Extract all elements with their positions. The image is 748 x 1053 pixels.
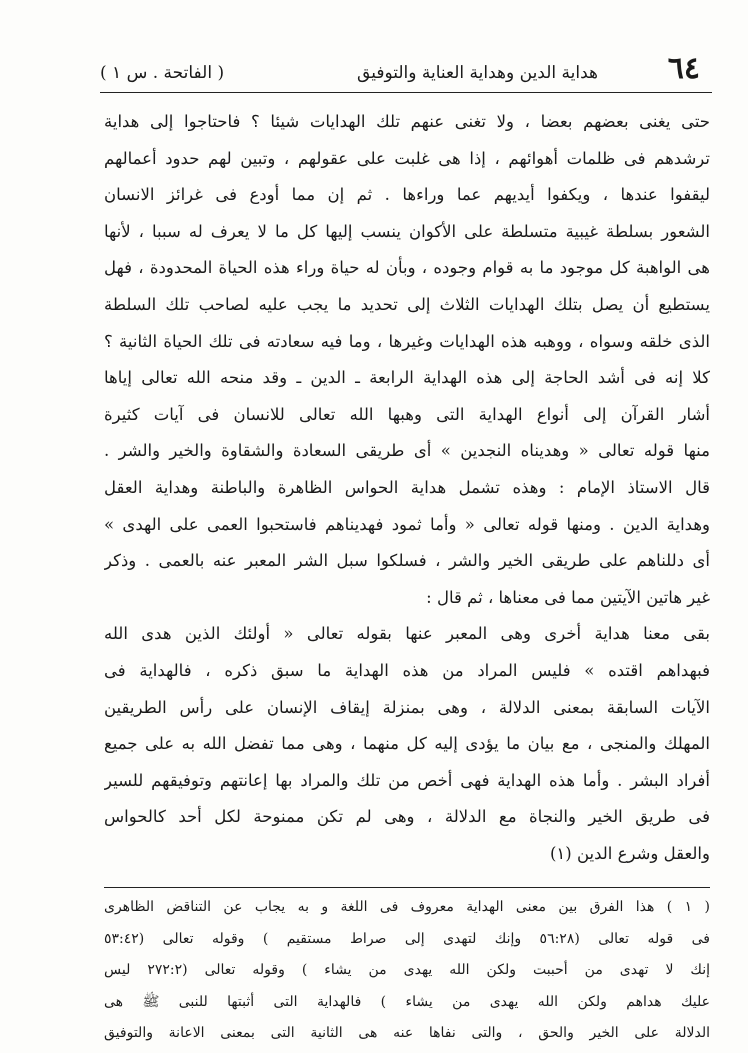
body-line: يستطيع أن يصل بتلك الهدايات الثلاث إلى تحديد ما يجب عليه لصاحب تلك السلطة	[104, 294, 710, 314]
footnote-line: إنك لا تهدى من أحببت ولكن الله يهدى من يشاء ) وقوله تعالى (٢٧٢:٢ ليس	[104, 962, 710, 979]
page-header	[100, 51, 710, 88]
body-text	[104, 104, 710, 872]
body-line: ليقفوا عندها ، ويكفوا أيديهم عما وراءها . ثم إن مما أودع فى غرائز الانسان	[104, 185, 710, 205]
footnote-line: ( ١ ) هذا الفرق بين معنى الهداية معروف فى اللغة و به يجاب عن التناقض الظاهرى	[104, 899, 710, 915]
footnote-line: عليك هداهم ولكن الله يهدى من يشاء ) فالهداية التى أثبتها للنبى ﷺ هى	[104, 993, 710, 1010]
surah-reference: ( الفاتحة . س ١ )	[100, 63, 225, 83]
footnotes	[104, 892, 710, 1050]
body-line: الآيات السابقة بمعنى الدلالة ، وهى بمنزلة إيقاف الإنسان على رأس الطريقين	[104, 697, 710, 717]
body-line: أشار القرآن إلى أنواع الهداية التى وهبها الله تعالى للانسان فى آيات كثيرة	[104, 404, 710, 424]
body-line: الشعور بسلطة غيبية متسلطة على الأكوان ينسب إليها كل ما لا يعرف له سببا ، لأنها	[104, 221, 710, 241]
body-line: حتى يغنى بعضهم بعضا ، ولا تغنى عنهم تلك الهدايات شيئا ؟ فاحتاجوا إلى هداية	[104, 112, 710, 131]
running-title: هداية الدين وهداية العناية والتوفيق	[357, 63, 598, 83]
body-line: أفراد البشر . وأما هذه الهداية فهى أخص من تلك والمراد بها إعانتهم وتوفيقهم للسير	[104, 770, 710, 790]
body-line: هى الواهبة كل موجود ما به قوام وجوده ، وبأن له حياة وراء هذه الحياة المحدودة ، فهل	[104, 258, 710, 278]
body-line: أى دللناهم على طريقى الخير والشر ، فسلكوا سبل الشر المعبر عنه بالعمى . وذكر	[104, 551, 710, 571]
body-line: وهداية الدين . ومنها قوله تعالى « وأما ثمود فهديناهم فاستحبوا العمى على الهدى »	[104, 514, 710, 534]
footnote-rule	[104, 887, 710, 888]
page-number: ٦٤	[667, 51, 700, 86]
header-rule	[100, 92, 712, 93]
body-line: قال الاستاذ الإمام : وهذه تشمل هداية الحواس الظاهرة والباطنة وهداية العقل	[104, 477, 710, 497]
body-line: بقى معنا هداية أخرى وهى المعبر عنها بقوله تعالى « أولئك الذين هدى الله	[104, 624, 710, 644]
body-line: فبهداهم اقتده » فليس المراد من هذه الهداية ما سبق ذكره ، فالهداية فى	[104, 660, 710, 680]
footnote-line: فى قوله تعالى (٥٦:٢٨ وإنك لتهدى إلى صراط مستقيم ) وقوله تعالى (٥٣:٤٢	[104, 930, 710, 947]
body-line: كلا إنه فى أشد الحاجة إلى هذه الهداية الرابعة ـ الدين ـ وقد منحه الله تعالى إياها	[104, 368, 710, 388]
body-line: ترشدهم فى ظلمات أهوائهم ، إذا هى غلبت على عقولهم ، وتبين لهم حدود أعمالهم	[104, 148, 710, 168]
body-line: منها قوله تعالى « وهديناه النجدين » أى طريقى السعادة والشقاوة والخير والشر .	[104, 441, 710, 461]
body-line: والعقل وشرع الدين (١)	[549, 843, 710, 863]
body-line: المهلك والمنجى ، مع بيان ما يؤدى إليه كل منهما ، وهى مما تفضل الله به على جميع	[104, 734, 710, 754]
body-line: فى طريق الخير والنجاة مع الدلالة ، وهى لم تكن ممنوحة لكل أحد كالحواس	[104, 807, 710, 827]
body-line: الذى خلقه وسواه ، ووهبه هذه الهدايات وغيرها ، وما فيه سعادته فى تلك الحياة الثانية ؟	[104, 331, 710, 351]
footnote-line: الدلالة على الخير والحق ، والتى نفاها عنه هى الثانية التى بمعنى الاعانة والتوفيق	[104, 1025, 710, 1042]
body-line: غير هاتين الآيتين مما فى معناها ، ثم قال :	[426, 587, 710, 607]
